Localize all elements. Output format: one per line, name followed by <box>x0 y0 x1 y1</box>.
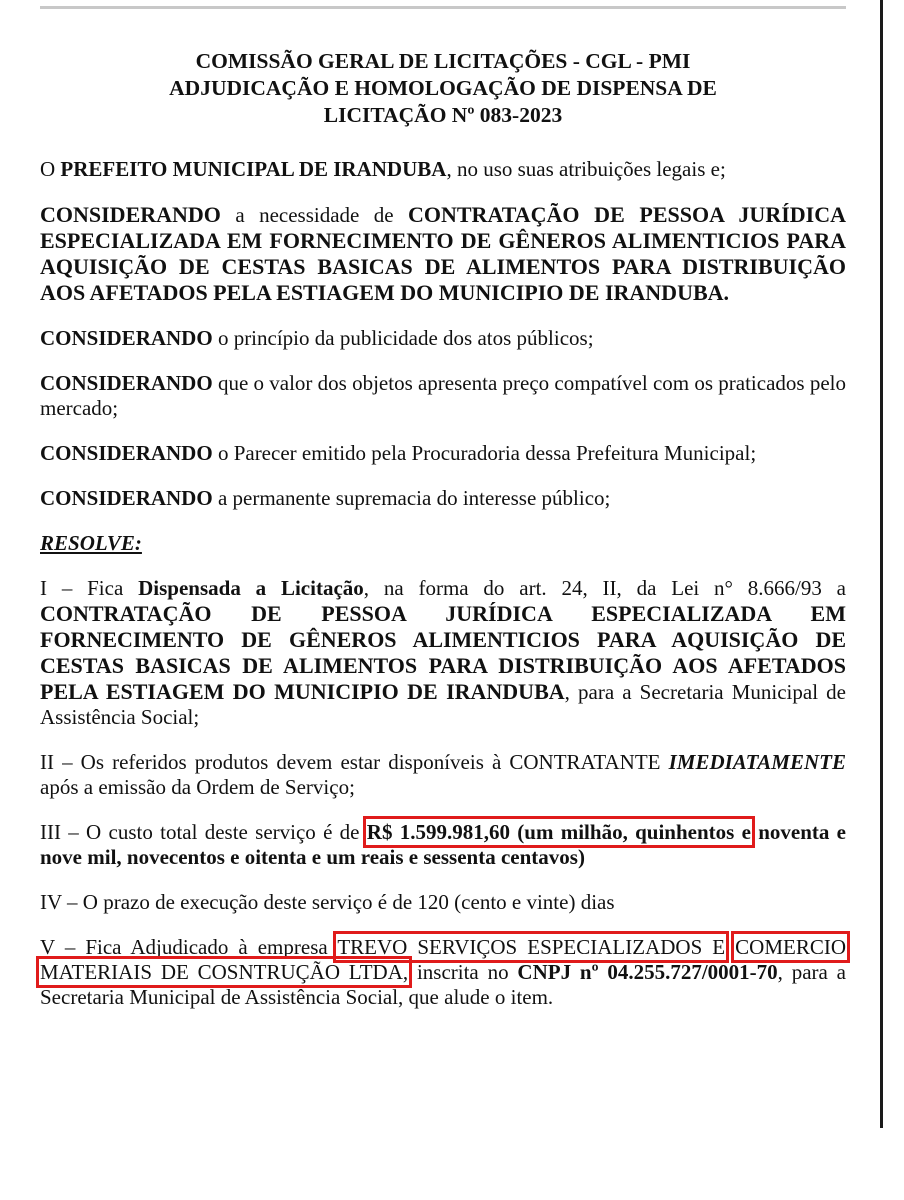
intro-suffix: , no uso suas atribuições legais e; <box>446 157 726 181</box>
considerando-3-label: CONSIDERANDO <box>40 371 213 395</box>
item-5-company-part-1: TREVO SERVIÇOS ESPECIALIZADOS E <box>337 935 726 959</box>
heading-line-2: ADJUDICAÇÃO E HOMOLOGAÇÃO DE DISPENSA DE <box>169 76 717 100</box>
item-2-prefix: II – Os referidos produtos devem estar disponíveis à CONTRATANTE <box>40 750 669 774</box>
item-4 <box>40 890 846 915</box>
item-2 <box>40 750 846 800</box>
considerando-1-object: CONTRATAÇÃO DE PESSOA JURÍDICA ESPECIALIZADA EM FORNECIMENTO DE GÊNEROS ALIMENTICIOS PARA AQUISIÇÃO DE CESTAS BASICAS DE ALIMENTOS PARA DISTRIBUIÇÃO AOS AFETADOS PELA ESTIAGEM DO MUNICIPIO DE IRANDUBA. <box>40 202 846 305</box>
item-1-object: CONTRATAÇÃO DE PESSOA JURÍDICA ESPECIALIZADA EM FORNECIMENTO DE GÊNEROS ALIMENTICIOS PARA AQUISIÇÃO DE CESTAS BASICAS DE ALIMENTOS PARA DISTRIBUIÇÃO AOS AFETADOS PELA ESTIAGEM DO MUNICIPIO DE IRANDUBA <box>40 601 846 704</box>
intro-prefix: O <box>40 157 61 181</box>
considerando-1-text: a necessidade de <box>220 203 408 227</box>
considerando-3-text: que o valor dos objetos apresenta preço compatível com os praticados pelo mercado; <box>40 371 846 420</box>
item-5 <box>40 935 846 1010</box>
considerando-2-text: o princípio da publicidade dos atos públicos; <box>212 326 594 350</box>
item-1-dispensa: Dispensada a Licitação <box>138 576 364 600</box>
resolve-label: RESOLVE: <box>40 531 142 555</box>
document <box>40 48 846 1010</box>
item-5-cnpj-label: CNPJ nº <box>517 960 599 984</box>
intro-mayor: PREFEITO MUNICIPAL DE IRANDUBA <box>60 157 447 181</box>
considerando-4-label: CONSIDERANDO <box>40 441 213 465</box>
item-5-suffix: , para a Secretaria Municipal de Assistência Social, que alude o item. <box>40 960 846 1009</box>
document-heading <box>40 48 846 129</box>
item-3 <box>40 820 846 870</box>
considerando-5-text: a permanente supremacia do interesse público; <box>212 486 611 510</box>
heading-line-1: COMISSÃO GERAL DE LICITAÇÕES - CGL - PMI <box>195 49 691 73</box>
considerando-5 <box>40 486 846 511</box>
item-1-suffix: , para a Secretaria Municipal de Assistência Social; <box>40 680 846 729</box>
item-3-amount-rest: noventa e nove mil, novecentos e oitenta e um reais e sessenta centavos) <box>40 820 846 869</box>
considerando-4 <box>40 441 846 466</box>
intro-paragraph <box>40 157 846 182</box>
considerando-1-label: CONSIDERANDO <box>40 202 221 227</box>
item-5-company-part-2: COMERCIO MATERIAIS DE COSNTRUÇÃO LTDA, <box>40 935 846 984</box>
item-3-amount-highlight: R$ 1.599.981,60 (um milhão, quinhentos e <box>366 820 751 844</box>
item-5-cnpj: 04.255.727/0001-70 <box>598 960 778 984</box>
item-2-emphasis: IMEDIATAMENTE <box>668 750 846 774</box>
considerando-1 <box>40 202 846 306</box>
item-1-prefix: I – Fica <box>40 576 139 600</box>
item-2-suffix: após a emissão da Ordem de Serviço; <box>40 775 355 799</box>
item-1 <box>40 576 846 730</box>
resolve-heading <box>40 531 846 556</box>
item-5-registered: inscrita no <box>408 960 518 984</box>
item-3-prefix: III – O custo total deste serviço é de <box>40 820 367 844</box>
considerando-2-label: CONSIDERANDO <box>40 326 213 350</box>
item-4-text: IV – O prazo de execução deste serviço é de 120 (cento e vinte) dias <box>40 890 615 914</box>
item-1-legal-basis: , na forma do art. 24, II, da Lei n° 8.666/93 a <box>363 576 846 600</box>
heading-line-3: LICITAÇÃO Nº 083-2023 <box>323 103 563 127</box>
considerando-4-text: o Parecer emitido pela Procuradoria dessa Prefeitura Municipal; <box>212 441 757 465</box>
right-rule <box>880 0 883 1128</box>
item-5-prefix: V – Fica Adjudicado à empresa <box>40 935 338 959</box>
considerando-5-label: CONSIDERANDO <box>40 486 213 510</box>
considerando-3 <box>40 371 846 421</box>
top-rule <box>40 6 846 9</box>
considerando-2 <box>40 326 846 351</box>
